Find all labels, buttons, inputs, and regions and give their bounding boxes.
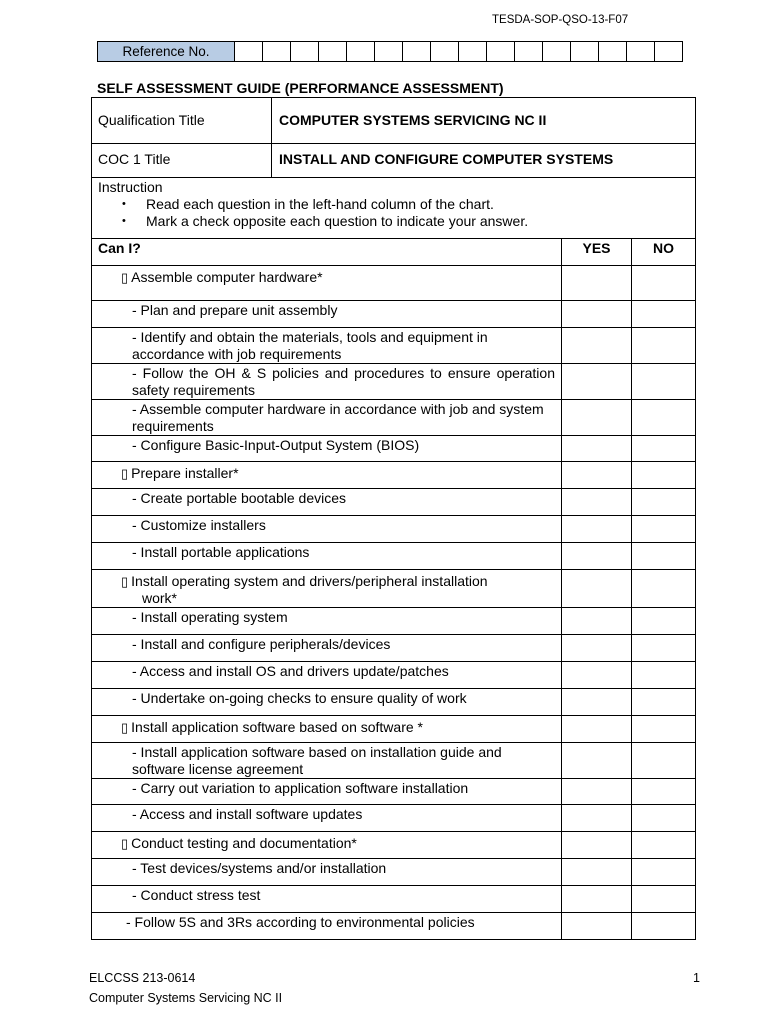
no-cell[interactable] (632, 301, 696, 328)
can-i-header: Can I? (92, 239, 562, 266)
table-row (92, 570, 696, 608)
footer-title: Computer Systems Servicing NC II (89, 991, 283, 1005)
table-row (92, 516, 696, 543)
reference-box[interactable] (599, 42, 627, 62)
criterion-text: Conduct testing and documentation* (131, 835, 357, 851)
yes-cell[interactable] (562, 489, 632, 516)
no-cell[interactable] (632, 779, 696, 805)
yes-cell[interactable] (562, 364, 632, 400)
instruction-cell (92, 178, 696, 239)
no-cell[interactable] (632, 543, 696, 570)
table-row (92, 635, 696, 662)
reference-box[interactable] (543, 42, 571, 62)
reference-box[interactable] (515, 42, 543, 62)
question-text: - Carry out variation to application software installation (92, 779, 562, 805)
checkbox-glyph: ▯ (121, 466, 129, 481)
reference-box[interactable] (263, 42, 291, 62)
no-cell[interactable] (632, 886, 696, 913)
table-row (92, 832, 696, 859)
criterion-cell (92, 266, 562, 301)
instruction-item: • Mark a check opposite each question to indicate your answer. (146, 213, 695, 230)
table-row (92, 662, 696, 689)
table-row (92, 859, 696, 886)
reference-box[interactable] (459, 42, 487, 62)
question-text: - Identify and obtain the materials, tools and equipment in accordance with job requirements (92, 328, 562, 364)
question-text: - Undertake on-going checks to ensure quality of work (92, 689, 562, 716)
page-number: 1 (693, 971, 700, 985)
no-cell[interactable] (632, 689, 696, 716)
qualification-row (92, 98, 696, 144)
question-text: - Install operating system (92, 608, 562, 635)
question-text: - Access and install OS and drivers update/patches (92, 662, 562, 689)
qualification-value: COMPUTER SYSTEMS SERVICING NC II (272, 98, 696, 144)
coc-value: INSTALL AND CONFIGURE COMPUTER SYSTEMS (272, 144, 696, 178)
yes-cell[interactable] (562, 400, 632, 436)
no-cell[interactable] (632, 859, 696, 886)
reference-box[interactable] (487, 42, 515, 62)
no-cell[interactable] (632, 570, 696, 608)
coc-label: COC 1 Title (92, 144, 272, 178)
table-row (92, 716, 696, 743)
question-text: - Configure Basic-Input-Output System (BIOS) (92, 436, 562, 462)
reference-box[interactable] (431, 42, 459, 62)
criterion-text: Install operating system and drivers/peripheral installation (131, 573, 488, 589)
criterion-cell (92, 716, 562, 743)
no-cell[interactable] (632, 635, 696, 662)
yes-cell[interactable] (562, 743, 632, 779)
table-row (92, 400, 696, 436)
no-cell[interactable] (632, 489, 696, 516)
yes-cell[interactable] (562, 266, 632, 301)
question-text: - Install application software based on installation guide and software license agreement (92, 743, 562, 779)
no-cell[interactable] (632, 436, 696, 462)
checkbox-glyph: ▯ (121, 720, 129, 735)
no-cell[interactable] (632, 743, 696, 779)
yes-cell[interactable] (562, 516, 632, 543)
question-text: - Conduct stress test (92, 886, 562, 913)
reference-box[interactable] (235, 42, 263, 62)
criterion-text: Prepare installer* (131, 465, 239, 481)
yes-cell[interactable] (562, 543, 632, 570)
question-text: - Install and configure peripherals/devices (92, 635, 562, 662)
no-cell[interactable] (632, 662, 696, 689)
yes-cell[interactable] (562, 662, 632, 689)
reference-label: Reference No. (98, 42, 235, 62)
no-cell[interactable] (632, 913, 696, 940)
table-row (92, 543, 696, 570)
yes-cell[interactable] (562, 689, 632, 716)
yes-cell[interactable] (562, 886, 632, 913)
criterion-text: Install application software based on software * (131, 719, 423, 735)
question-text: - Test devices/systems and/or installation (92, 859, 562, 886)
yes-cell[interactable] (562, 805, 632, 832)
table-row (92, 608, 696, 635)
question-text: - Customize installers (92, 516, 562, 543)
instruction-item: • Read each question in the left-hand column of the chart. (146, 196, 695, 213)
yes-cell[interactable] (562, 716, 632, 743)
no-cell[interactable] (632, 462, 696, 489)
footer-code: ELCCSS 213-0614 (89, 971, 196, 985)
yes-cell[interactable] (562, 859, 632, 886)
reference-box[interactable] (319, 42, 347, 62)
reference-box[interactable] (375, 42, 403, 62)
question-text: - Follow the OH & S policies and procedures to ensure operation safety requirements (92, 364, 562, 400)
checkbox-glyph: ▯ (121, 270, 129, 285)
table-row (92, 436, 696, 462)
table-row (92, 328, 696, 364)
coc-row (92, 144, 696, 178)
reference-box[interactable] (627, 42, 655, 62)
table-row (92, 301, 696, 328)
table-row (92, 779, 696, 805)
reference-box[interactable] (403, 42, 431, 62)
question-text: - Follow 5S and 3Rs according to environmental policies (92, 913, 562, 940)
question-text: - Assemble computer hardware in accordance with job and system requirements (92, 400, 562, 436)
reference-box[interactable] (571, 42, 599, 62)
table-row (92, 886, 696, 913)
yes-cell[interactable] (562, 635, 632, 662)
no-cell[interactable] (632, 608, 696, 635)
yes-cell[interactable] (562, 436, 632, 462)
criterion-cell (92, 462, 562, 489)
no-cell[interactable] (632, 516, 696, 543)
table-row (92, 462, 696, 489)
form-heading: SELF ASSESSMENT GUIDE (PERFORMANCE ASSESSMENT) (97, 80, 504, 96)
instruction-row (92, 178, 696, 239)
table-row (92, 689, 696, 716)
instruction-label: Instruction (98, 179, 163, 195)
yes-cell[interactable] (562, 462, 632, 489)
table-row (92, 364, 696, 400)
no-cell[interactable] (632, 400, 696, 436)
reference-box[interactable] (655, 42, 683, 62)
yes-cell[interactable] (562, 608, 632, 635)
table-row (92, 743, 696, 779)
checkbox-glyph: ▯ (121, 574, 129, 589)
checkbox-glyph: ▯ (121, 836, 129, 851)
table-row (92, 489, 696, 516)
yes-cell[interactable] (562, 779, 632, 805)
yes-cell[interactable] (562, 328, 632, 364)
question-text: - Access and install software updates (92, 805, 562, 832)
criterion-cell (92, 832, 562, 859)
criterion-text-continued: work* (142, 590, 178, 606)
yes-header: YES (562, 239, 632, 266)
no-cell[interactable] (632, 328, 696, 364)
question-text: - Install portable applications (92, 543, 562, 570)
yes-cell[interactable] (562, 913, 632, 940)
table-row (92, 266, 696, 301)
reference-number-table (97, 41, 683, 62)
no-cell[interactable] (632, 364, 696, 400)
yes-cell[interactable] (562, 832, 632, 859)
no-header: NO (632, 239, 696, 266)
no-cell[interactable] (632, 266, 696, 301)
yes-cell[interactable] (562, 570, 632, 608)
no-cell[interactable] (632, 716, 696, 743)
instruction-list (98, 196, 695, 230)
no-cell[interactable] (632, 805, 696, 832)
qualification-label: Qualification Title (92, 98, 272, 144)
question-text: - Create portable bootable devices (92, 489, 562, 516)
criterion-text: Assemble computer hardware* (131, 269, 323, 285)
criterion-cell (92, 570, 562, 608)
reference-box[interactable] (347, 42, 375, 62)
question-text: - Plan and prepare unit assembly (92, 301, 562, 328)
table-row (92, 913, 696, 940)
reference-box[interactable] (291, 42, 319, 62)
document-code: TESDA-SOP-QSO-13-F07 (492, 14, 629, 26)
table-row (92, 805, 696, 832)
yes-cell[interactable] (562, 301, 632, 328)
no-cell[interactable] (632, 832, 696, 859)
self-assessment-table (91, 97, 696, 940)
column-header-row (92, 239, 696, 266)
